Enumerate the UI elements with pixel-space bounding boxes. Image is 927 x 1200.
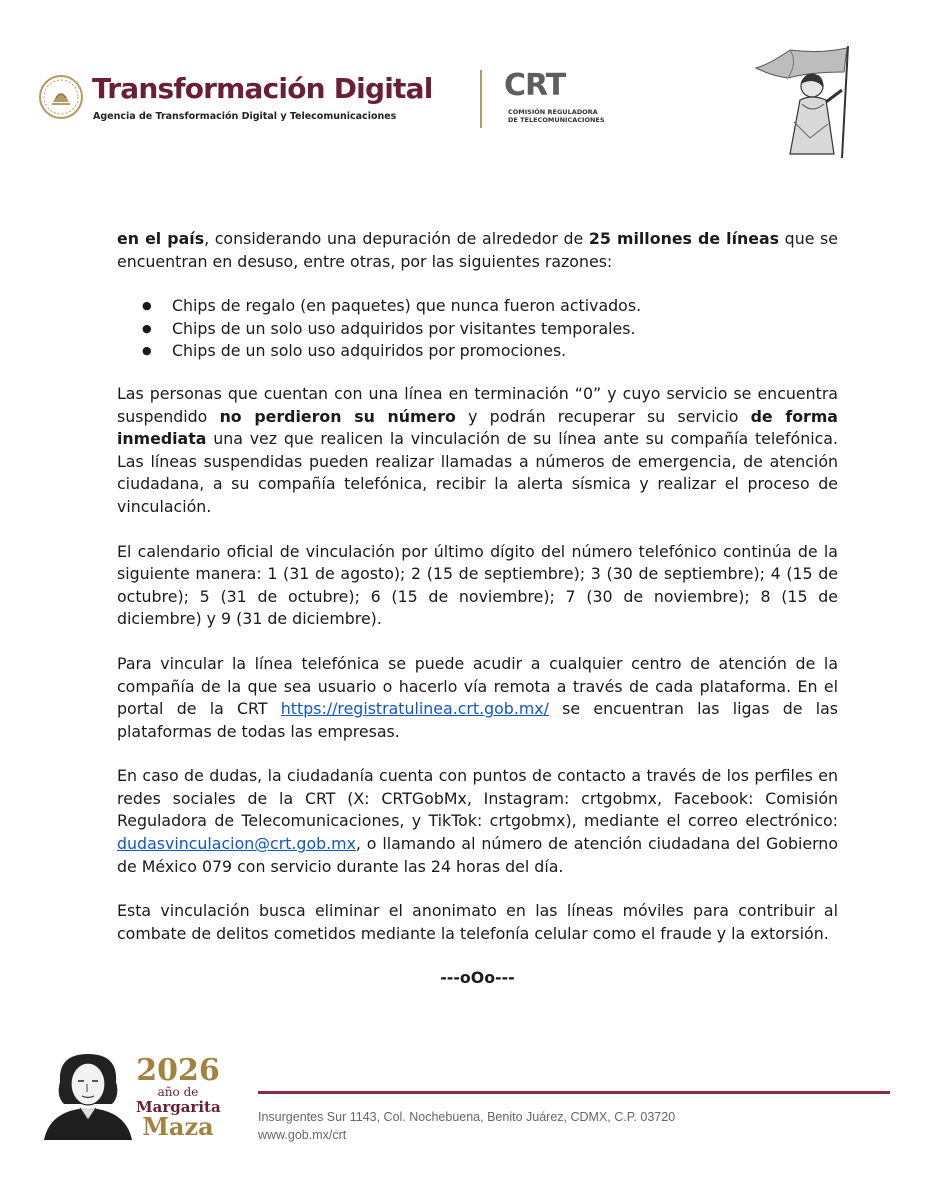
bullet-icon: ● bbox=[142, 344, 152, 358]
footer-website: www.gob.mx/crt bbox=[258, 1128, 347, 1142]
text-run: , considerando una depuración de alrededor de bbox=[204, 229, 589, 248]
agency-title: Transformación Digital bbox=[92, 72, 433, 105]
agency-subtitle: Agencia de Transformación Digital y Telecomunicaciones bbox=[93, 111, 397, 122]
list-item-text: Chips de regalo (en paquetes) que nunca fueron activados. bbox=[172, 296, 642, 316]
bold-phrase: de forma inmediata bbox=[117, 406, 838, 449]
footer-address: Insurgentes Sur 1143, Col. Nochebuena, Benito Juárez, CDMX, C.P. 03720 bbox=[258, 1110, 676, 1124]
text-run: que se encuentran en desuso, entre otras, por las siguientes razones: bbox=[117, 229, 838, 271]
year-subtitle: año de bbox=[157, 1085, 199, 1099]
footer-rule bbox=[258, 1091, 890, 1094]
paragraph-5 bbox=[117, 765, 838, 878]
bold-phrase: en el país bbox=[117, 229, 205, 248]
list-item bbox=[117, 318, 838, 341]
year-badge bbox=[136, 1053, 221, 1141]
paragraph-3-calendar: El calendario oficial de vinculación por último dígito del número telefónico continúa de la siguiente manera: 1 (31 de agosto); 2 (15 de septiembre); 3 (30 de septiembre); 4 (15 de octubre); 5 (31 de octubre); 6 (15 de noviembre); 7 (30 de noviembre); 8 (15 de diciembre) y 9 (31 de diciembre). bbox=[117, 541, 838, 629]
crt-logo-text: CRT bbox=[504, 68, 566, 103]
bullet-icon: ● bbox=[142, 299, 152, 313]
crt-logo bbox=[504, 68, 614, 128]
year-number: 2026 bbox=[136, 1053, 220, 1088]
text-run: y podrán recuperar su servicio bbox=[455, 406, 751, 426]
registration-portal-link[interactable]: https://registratulinea.crt.gob.mx/ bbox=[280, 699, 549, 719]
email-link[interactable]: dudasvinculacion@crt.gob.mx bbox=[117, 834, 356, 854]
closing-mark: ---oOo--- bbox=[440, 968, 515, 988]
text-run: , o llamando al número de atención ciudadana del Gobierno de México 079 con servicio durante las 24 horas del día. bbox=[117, 834, 838, 876]
list-item-text: Chips de un solo uso adquiridos por visitantes temporales. bbox=[172, 318, 636, 338]
crt-sub-line1: COMISIÓN REGULADORA bbox=[508, 108, 598, 116]
list-item bbox=[117, 295, 838, 318]
text-run: una vez que realicen la vinculación de su línea ante su compañía telefónica. Las líneas suspendidas pueden realizar llamadas a números de emergencia, de atención ciudadana, a su compañía telefónica, recibir la alerta sísmica y realizar el proceso de vinculación. bbox=[117, 429, 838, 516]
reasons-list bbox=[117, 295, 838, 363]
list-item bbox=[117, 340, 838, 363]
year-honoree-first: Margarita bbox=[136, 1098, 221, 1116]
crt-sub-line2: DE TELECOMUNICACIONES bbox=[508, 116, 605, 124]
letterhead bbox=[0, 0, 927, 170]
year-honoree-last: Maza bbox=[142, 1112, 214, 1141]
press-release-body bbox=[117, 228, 838, 990]
crt-logo-subtitle bbox=[508, 108, 605, 124]
text-run: Para vincular la línea telefónica se puede acudir a cualquier centro de atención de la compañía de la que sea usuario o hacerlo vía remota a través de cada plataforma. En el portal de la CRT bbox=[117, 653, 838, 719]
bold-phrase: 25 millones de líneas bbox=[588, 229, 780, 248]
mexico-seal-icon bbox=[38, 74, 84, 120]
paragraph-2 bbox=[117, 383, 838, 519]
text-run: En caso de dudas, la ciudadanía cuenta con puntos de contacto a través de los perfiles en redes sociales de la CRT (X: CRTGobMx, Instagram: crtgobmx, Facebook: Comisión Reguladora de Telecomunicaciones, y TikTok: crtgobmx), mediante el correo electrónico: bbox=[117, 766, 838, 831]
paragraph-6: Esta vinculación busca eliminar el anonimato en las líneas móviles para contribuir al combate de delitos cometidos mediante la telefonía celular como el fraude y la extorsión. bbox=[117, 901, 838, 943]
bold-phrase: no perdieron su número bbox=[219, 406, 456, 426]
bullet-icon: ● bbox=[142, 321, 152, 335]
heroine-with-flag-illustration bbox=[750, 42, 860, 160]
paragraph-4 bbox=[117, 653, 838, 743]
paragraph-1 bbox=[117, 228, 838, 273]
header-divider bbox=[480, 70, 482, 128]
text-run: se encuentran las ligas de las plataformas de todas las empresas. bbox=[117, 699, 838, 741]
text-run: Las personas que cuentan con una línea en terminación “0” y cuyo servicio se encuentra suspendido bbox=[117, 383, 838, 426]
margarita-maza-portrait-illustration bbox=[40, 1048, 136, 1140]
list-item-text: Chips de un solo uso adquiridos por promociones. bbox=[172, 341, 567, 361]
